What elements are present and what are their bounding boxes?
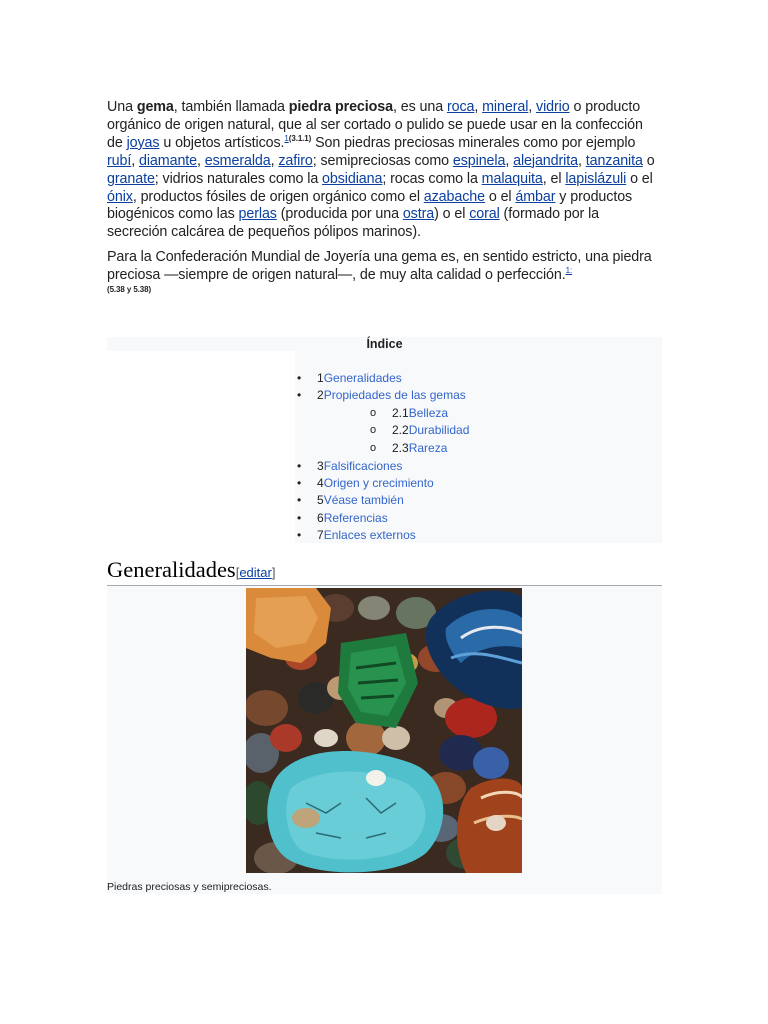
reference-1[interactable] bbox=[284, 134, 311, 143]
term-gema: gema bbox=[136, 99, 174, 115]
reference-link[interactable]: 1: bbox=[565, 266, 573, 276]
toc-label[interactable]: Véase también bbox=[323, 493, 404, 508]
link-rubi[interactable]: rubí bbox=[107, 152, 132, 169]
link-malaquita[interactable]: malaquita bbox=[481, 170, 543, 187]
text: (producida por una bbox=[276, 206, 403, 223]
reference-page: (3.1.1) bbox=[288, 134, 312, 144]
text: , también llamada bbox=[173, 99, 289, 115]
text: (formado por la secreción calcárea de pequeños pólipos marinos). bbox=[107, 206, 600, 241]
toc-item-vease[interactable] bbox=[297, 492, 469, 509]
toc-list bbox=[297, 370, 469, 545]
toc-number: 3 bbox=[317, 458, 324, 473]
link-granate[interactable]: granate bbox=[107, 170, 155, 187]
toc-item-rareza[interactable] bbox=[297, 440, 469, 458]
toc-number: 2 bbox=[317, 388, 324, 403]
text: o el bbox=[484, 188, 516, 205]
toc-number: 1 bbox=[317, 371, 324, 385]
toc-number: 7 bbox=[317, 528, 324, 543]
toc-label[interactable]: Propiedades de las gemas bbox=[323, 388, 466, 403]
toc-item-enlaces[interactable] bbox=[297, 527, 469, 544]
link-alejandrita[interactable]: alejandrita bbox=[513, 152, 578, 169]
link-onix[interactable]: ónix bbox=[107, 188, 133, 205]
figure bbox=[107, 586, 662, 894]
text: y productos biogénicos como las bbox=[107, 188, 633, 223]
toc-item-falsificaciones[interactable] bbox=[297, 458, 469, 475]
bracket: ] bbox=[271, 565, 276, 580]
text: , bbox=[197, 152, 205, 169]
link-roca[interactable]: roca bbox=[446, 99, 475, 115]
toc-title: Índice bbox=[366, 337, 403, 351]
toc-label[interactable]: Belleza bbox=[408, 405, 449, 420]
link-diamante[interactable]: diamante bbox=[139, 152, 198, 169]
definition-paragraph bbox=[107, 249, 662, 294]
intro-paragraph bbox=[107, 99, 662, 242]
text: Son piedras preciosas minerales como por ejemplo bbox=[311, 134, 636, 151]
toc-margin bbox=[107, 351, 295, 543]
article-body bbox=[107, 99, 662, 294]
link-azabache[interactable]: azabache bbox=[423, 188, 485, 205]
toc-label[interactable]: Rareza bbox=[408, 440, 448, 455]
gemstones-photo[interactable] bbox=[246, 588, 522, 873]
text: , bbox=[577, 152, 586, 169]
toc-label[interactable]: Falsificaciones bbox=[323, 458, 403, 473]
text: ; vidrios naturales como la bbox=[154, 170, 323, 187]
section-heading bbox=[107, 556, 662, 586]
toc-number: 2.2 bbox=[392, 423, 409, 438]
text: ; semipreciosas como bbox=[312, 152, 453, 169]
link-zafiro[interactable]: zafiro bbox=[278, 152, 313, 169]
link-tanzanita[interactable]: tanzanita bbox=[585, 152, 643, 169]
reference-page: (5.38 y 5.38) bbox=[107, 285, 152, 295]
text: o producto orgánico de origen natural, que al ser cortado o pulido se puede usar en la confección de bbox=[107, 99, 643, 151]
toc-label[interactable]: Generalidades bbox=[323, 371, 402, 385]
text: ; rocas como la bbox=[382, 170, 482, 187]
link-mineral[interactable]: mineral bbox=[482, 99, 529, 115]
toc-number: 2.1 bbox=[392, 405, 409, 420]
text: , el bbox=[542, 170, 566, 187]
toc-item-origen[interactable] bbox=[297, 475, 469, 492]
reference-2[interactable] bbox=[566, 266, 572, 275]
table-of-contents bbox=[107, 337, 662, 543]
link-ostra[interactable]: ostra bbox=[402, 206, 435, 223]
toc-label[interactable]: Enlaces externos bbox=[323, 528, 416, 543]
toc-number: 6 bbox=[317, 510, 324, 525]
link-espinela[interactable]: espinela bbox=[452, 152, 506, 169]
link-vidrio[interactable]: vidrio bbox=[536, 99, 570, 115]
text: , bbox=[528, 99, 537, 115]
link-lapislazuli[interactable]: lapislázuli bbox=[565, 170, 627, 187]
text: , productos fósiles de origen orgánico como el bbox=[132, 188, 424, 205]
toc-label[interactable]: Durabilidad bbox=[408, 423, 470, 438]
figure-caption: Piedras preciosas y semipreciosas. bbox=[107, 881, 272, 893]
toc-number: 2.3 bbox=[392, 440, 409, 455]
link-obsidiana[interactable]: obsidiana bbox=[322, 170, 383, 187]
toc-number: 4 bbox=[317, 475, 324, 490]
reference-link[interactable]: 1 bbox=[284, 134, 289, 144]
text: , bbox=[474, 99, 483, 115]
link-perlas[interactable]: perlas bbox=[238, 206, 277, 223]
text: , bbox=[505, 152, 514, 169]
text: o el bbox=[626, 170, 653, 187]
toc-number: 5 bbox=[317, 493, 324, 508]
link-joyas[interactable]: joyas bbox=[126, 134, 160, 151]
link-coral[interactable]: coral bbox=[469, 206, 500, 223]
toc-label[interactable]: Referencias bbox=[323, 510, 388, 525]
text: Para la Confederación Mundial de Joyería una gema es, en sentido estricto, una piedra preciosa —siempre de origen natural—, de muy alta calidad o perfección. bbox=[107, 249, 652, 284]
bracket: [ bbox=[235, 565, 240, 580]
toc-item-referencias[interactable] bbox=[297, 510, 469, 527]
text: Una bbox=[107, 99, 137, 115]
toc-item-belleza[interactable] bbox=[297, 405, 469, 423]
edit-section bbox=[236, 565, 276, 580]
section-title: Generalidades bbox=[107, 557, 236, 582]
term-piedra-preciosa: piedra preciosa bbox=[288, 99, 393, 115]
toc-label[interactable]: Origen y crecimiento bbox=[323, 475, 434, 490]
text: , bbox=[270, 152, 279, 169]
toc-item-durabilidad[interactable] bbox=[297, 422, 469, 440]
toc-item-propiedades[interactable] bbox=[297, 387, 469, 404]
link-esmeralda[interactable]: esmeralda bbox=[204, 152, 271, 169]
text: ) o el bbox=[434, 206, 470, 223]
edit-link[interactable]: editar bbox=[239, 565, 272, 580]
text: , bbox=[131, 152, 139, 169]
text: u objetos artísticos. bbox=[159, 134, 285, 151]
text: , es una bbox=[392, 99, 447, 115]
text: o bbox=[642, 152, 655, 169]
toc-item-generalidades[interactable] bbox=[297, 370, 469, 387]
link-ambar[interactable]: ámbar bbox=[515, 188, 556, 205]
